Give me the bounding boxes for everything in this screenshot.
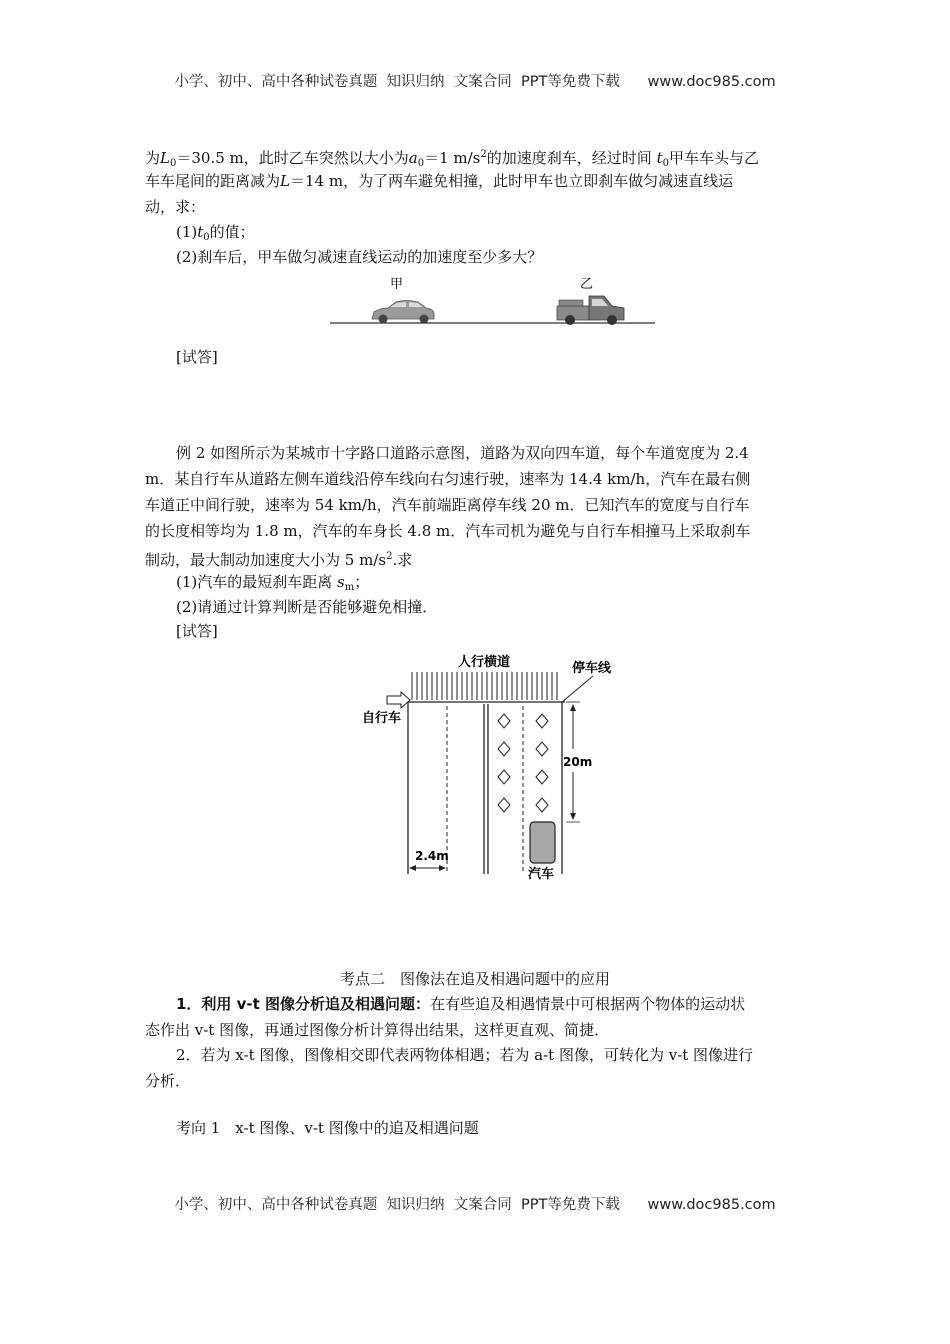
example2-line2: m．某自行车从道路左侧车道线沿停车线向右匀速行驶，速率为 14.4 km/h，汽车在最右侧 bbox=[145, 470, 751, 488]
section2-point2: 2．若为 x-t 图像，图像相交即代表两物体相遇；若为 a-t 图像，可转化为 v-t 图像进行 bbox=[176, 1046, 754, 1064]
section2-point1: 1．利用 v-t 图像分析追及相遇问题：在有些追及相遇情景中可根据两个物体的运动状 bbox=[176, 995, 746, 1013]
problem1-question2: (2)刹车后，甲车做匀减速直线运动的加速度至少多大？ bbox=[176, 248, 543, 266]
intersection-diagram bbox=[360, 648, 630, 884]
section2-point1-cont: 态作出 v-t 图像，再通过图像分析计算得出结果，这样更直观、简捷． bbox=[145, 1021, 610, 1039]
bicycle-label: 自行车 bbox=[362, 711, 402, 726]
header-text: 小学、初中、高中各种试卷真题 知识归纳 文案合同 PPT等免费下载 bbox=[174, 74, 620, 90]
vehicles-figure bbox=[330, 270, 655, 332]
problem1-line2: 车车尾间的距离减为L＝14 m，为了两车避免相撞，此时甲车也立即刹车做匀减速直线运 bbox=[145, 172, 734, 190]
page-header bbox=[0, 70, 950, 91]
page-footer bbox=[0, 1193, 950, 1214]
distance-label: 20m bbox=[563, 755, 593, 769]
header-url[interactable]: www.doc985.com bbox=[647, 74, 776, 90]
stop-line-pointer bbox=[562, 676, 593, 702]
example2-line3: 车道正中间行驶，速率为 54 km/h，汽车前端距离停车线 20 m．已知汽车的宽度与自行车 bbox=[145, 496, 750, 514]
car-icon bbox=[530, 822, 555, 863]
sedan-icon bbox=[372, 301, 434, 324]
example2-answer-label: [试答] bbox=[176, 622, 218, 640]
section2-title: 考点二 图像法在追及相遇问题中的应用 bbox=[339, 970, 610, 988]
car-a-label: 甲 bbox=[390, 277, 404, 292]
stop-line-label: 停车线 bbox=[572, 661, 612, 676]
pickup-truck-icon bbox=[557, 296, 624, 325]
bicycle-arrow-icon bbox=[387, 692, 410, 708]
example2-question1: (1)汽车的最短刹车距离 $s_m$； bbox=[176, 573, 370, 593]
problem1-answer-label: [试答] bbox=[176, 348, 218, 366]
footer-text: 小学、初中、高中各种试卷真题 知识归纳 文案合同 PPT等免费下载 bbox=[174, 1197, 620, 1213]
example2-line4: 的长度相等均为 1.8 m，汽车的车身长 4.8 m．汽车司机为避免与自行车相撞马上采取刹车 bbox=[145, 522, 751, 540]
example2-line1: 例 2 如图所示为某城市十字路口道路示意图，道路为双向四车道，每个车道宽度为 2.4 bbox=[176, 444, 749, 462]
lane-width-label: 2.4m bbox=[415, 849, 449, 863]
problem1-line1: 为$L_0=30.5$ m，此时乙车突然以大小为$a_0=1$ $m/s^2$的加速度刹车，经过时间 $t_0$甲车车头与乙 bbox=[145, 149, 759, 169]
crosswalk-label: 人行横道 bbox=[458, 655, 511, 670]
problem1-question1: $(1)t_0$的值； bbox=[176, 223, 255, 243]
section2-subheading: 考向 1 x-t 图像、v-t 图像中的追及相遇问题 bbox=[176, 1119, 479, 1137]
footer-url[interactable]: www.doc985.com bbox=[647, 1197, 776, 1213]
problem1-line3: 动，求： bbox=[145, 198, 206, 216]
crosswalk-stripes bbox=[412, 672, 557, 700]
car-b-label: 乙 bbox=[580, 277, 594, 292]
example2-question2: (2)请通过计算判断是否能够避免相撞． bbox=[176, 598, 438, 616]
car-label: 汽车 bbox=[528, 867, 555, 882]
section2-point2-cont: 分析． bbox=[145, 1072, 191, 1090]
example2-line5: 制动，最大制动加速度大小为 5 $m/s^2$.求 bbox=[145, 551, 413, 569]
